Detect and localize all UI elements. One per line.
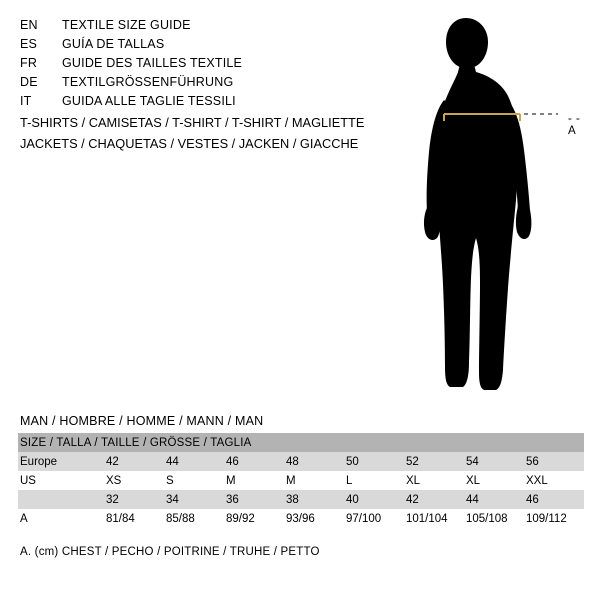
cell: XL [466, 474, 481, 487]
measure-a-label: - - A [568, 113, 581, 137]
language-row [20, 73, 380, 92]
cell: XXL [526, 474, 548, 487]
language-header-block [20, 16, 380, 111]
language-code: IT [20, 94, 32, 108]
category-line: JACKETS / CHAQUETAS / VESTES / JACKEN / GIACCHE [20, 136, 359, 151]
language-code: FR [20, 56, 38, 70]
language-title: GUIDE DES TAILLES TEXTILE [62, 56, 243, 70]
table-header-row [18, 433, 584, 452]
language-row [20, 35, 380, 54]
size-table-wrapper [18, 414, 584, 528]
cell: 38 [286, 493, 299, 506]
cell: 101/104 [406, 512, 448, 525]
garment-categories [20, 112, 420, 154]
language-row [20, 92, 380, 111]
cell: 93/96 [286, 512, 315, 525]
row-label: A [20, 512, 28, 525]
cell: 34 [166, 493, 179, 506]
language-title: TEXTILGRÖSSENFÜHRUNG [62, 75, 234, 89]
cell: L [346, 474, 353, 487]
cell: 44 [166, 455, 179, 468]
language-title: GUIDA ALLE TAGLIE TESSILI [62, 94, 236, 108]
cell: M [226, 474, 236, 487]
cell: 46 [526, 493, 539, 506]
cell: 54 [466, 455, 479, 468]
language-row [20, 54, 380, 73]
cell: 85/88 [166, 512, 195, 525]
silhouette-icon [400, 10, 590, 400]
cell: XL [406, 474, 421, 487]
cell: 89/92 [226, 512, 255, 525]
cell: 52 [406, 455, 419, 468]
language-title: GUÍA DE TALLAS [62, 37, 165, 51]
row-label: Europe [20, 455, 58, 468]
table-row [18, 490, 584, 509]
language-code: DE [20, 75, 38, 89]
cell: 50 [346, 455, 359, 468]
cell: 97/100 [346, 512, 382, 525]
cell: 42 [106, 455, 119, 468]
cell: 32 [106, 493, 119, 506]
language-row [20, 16, 380, 35]
cell: 44 [466, 493, 479, 506]
male-silhouette-figure [400, 10, 590, 400]
cell: 48 [286, 455, 299, 468]
cell: S [166, 474, 174, 487]
cell: M [286, 474, 296, 487]
row-label: US [20, 474, 36, 487]
cell: 109/112 [526, 512, 567, 525]
row-label [18, 490, 104, 509]
cell: XS [106, 474, 122, 487]
table-row [18, 471, 584, 490]
table-row [18, 509, 584, 528]
cell: 36 [226, 493, 239, 506]
language-code: ES [20, 37, 38, 51]
cell: 42 [406, 493, 419, 506]
language-code: EN [20, 18, 38, 32]
table-title: MAN / HOMBRE / HOMME / MANN / MAN [20, 414, 264, 428]
cell: 81/84 [106, 512, 135, 525]
language-title: TEXTILE SIZE GUIDE [62, 18, 191, 32]
cell: 40 [346, 493, 359, 506]
cell: 105/108 [466, 512, 508, 525]
table-header-label: SIZE / TALLA / TAILLE / GRÖSSE / TAGLIA [20, 436, 252, 449]
cell: 46 [226, 455, 239, 468]
cell: 56 [526, 455, 539, 468]
category-line: T-SHIRTS / CAMISETAS / T-SHIRT / T-SHIRT / MAGLIETTE [20, 115, 365, 130]
size-table [18, 433, 584, 528]
measurement-footnote: A. (cm) CHEST / PECHO / POITRINE / TRUHE / PETTO [20, 546, 320, 558]
table-row [18, 452, 584, 471]
